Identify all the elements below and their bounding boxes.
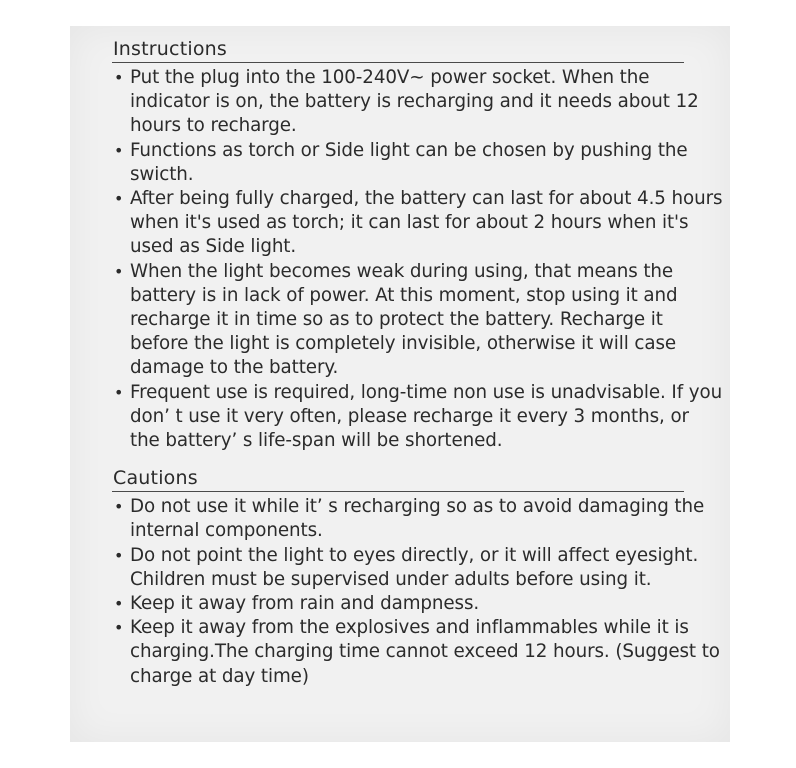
bullet-icon: • bbox=[114, 140, 124, 160]
instruction-item-text: When the light becomes weak during using, that means the battery is in lack of power. At this moment, stop using it and recharge it in time so as to protect the battery. Recharge it before the light is completely invisible, otherwise it will case damage to the battery. bbox=[130, 260, 678, 379]
instructions-list bbox=[112, 66, 724, 453]
caution-item-text: Keep it away from rain and dampness. bbox=[130, 593, 480, 615]
instruction-item-text: Put the plug into the 100-240V~ power socket. When the indicator is on, the battery is recharging and it needs about 12 hours to recharge. bbox=[130, 67, 699, 137]
caution-item-text: Keep it away from the explosives and inflammables while it is charging.The charging time cannot exceed 12 hours. (Suggest to charge at day time) bbox=[130, 617, 720, 687]
sheet-content bbox=[112, 36, 724, 689]
instruction-item-text: Functions as torch or Side light can be chosen by pushing the swicth. bbox=[130, 139, 688, 185]
instruction-item bbox=[112, 139, 724, 187]
bullet-icon: • bbox=[114, 68, 124, 87]
instruction-item bbox=[112, 66, 724, 139]
instruction-item bbox=[112, 187, 724, 260]
caution-item-text: Do not use it while it’ s recharging so as to avoid damaging the internal components. bbox=[130, 496, 705, 542]
cautions-list bbox=[112, 495, 724, 689]
caution-item-text: Do not point the light to eyes directly, or it will affect eyesight. Children must be supervised under adults before using it. bbox=[130, 544, 699, 590]
bullet-icon: • bbox=[114, 545, 124, 565]
instructions-heading: Instructions bbox=[113, 38, 227, 60]
bullet-icon: • bbox=[114, 497, 124, 517]
bullet-icon: • bbox=[114, 382, 124, 402]
cautions-divider bbox=[112, 491, 684, 492]
caution-item bbox=[112, 495, 724, 543]
caution-item bbox=[112, 592, 724, 616]
bullet-icon: • bbox=[114, 594, 124, 614]
cautions-heading: Cautions bbox=[113, 467, 198, 490]
bullet-icon: • bbox=[114, 618, 124, 638]
caution-item bbox=[112, 544, 724, 592]
section-spacer bbox=[112, 453, 724, 465]
instructions-divider bbox=[112, 62, 684, 63]
instruction-sheet bbox=[70, 26, 730, 742]
instruction-item bbox=[112, 260, 724, 381]
instruction-item-text: After being fully charged, the battery can last for about 4.5 hours when it's used as torch; it can last for about 2 hours when it's used as Side light. bbox=[130, 188, 723, 258]
caution-item bbox=[112, 616, 724, 689]
instruction-item bbox=[112, 381, 724, 454]
bullet-icon: • bbox=[114, 189, 124, 209]
instruction-item-text: Frequent use is required, long-time non use is unadvisable. If you don’ t use it very often, please recharge it every 3 months, or the battery’ s life-span will be shortened. bbox=[130, 381, 723, 452]
bullet-icon: • bbox=[114, 261, 124, 281]
